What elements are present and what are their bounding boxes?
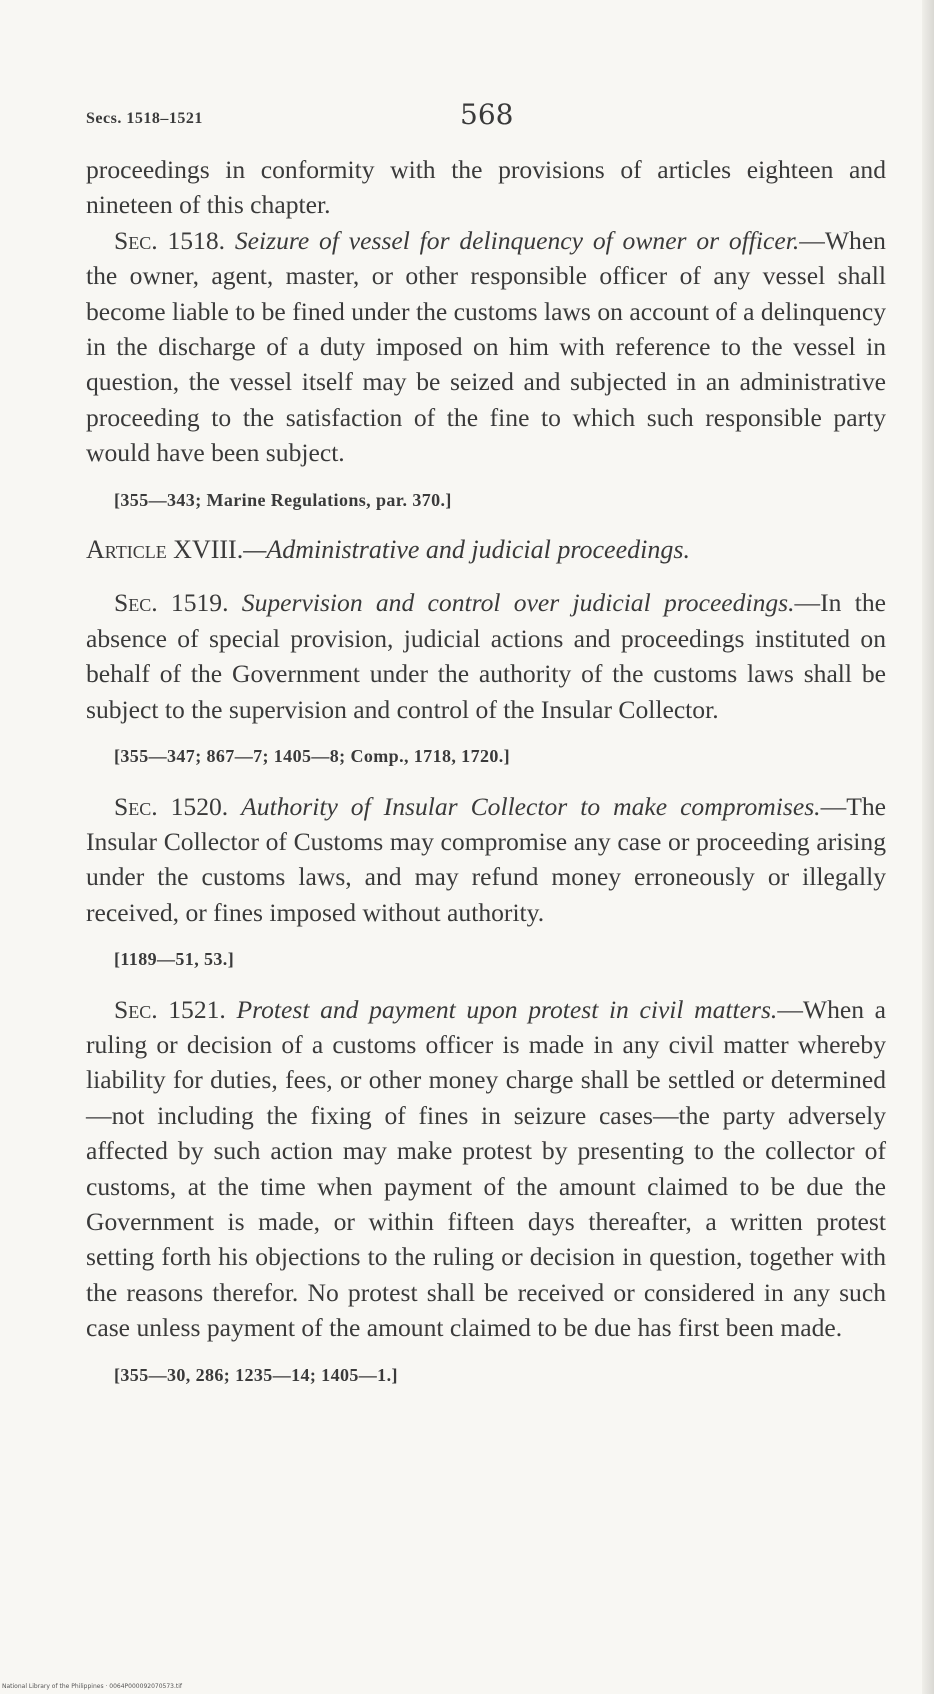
section-title: Seizure of vessel for delinquency of owner or officer. — [234, 225, 800, 255]
section-title: Supervision and control over judicial proceedings. — [241, 588, 795, 618]
citation-1518: [355—343; Marine Regulations, par. 370.] — [114, 489, 452, 510]
citation-1519: [355—347; 867—7; 1405—8; Comp., 1718, 1720.] — [114, 746, 511, 767]
article-label: Article XVIII. — [86, 535, 244, 565]
section-text: —When a ruling or decision of a customs officer is made in any civil matter whereby liability for duties, fees, or other money charge shall be settled or determined—not including the fixing of fines in seizure cases—the party adversely affected by such action may make protest by presenting to the collector of customs, at the time when payment of the amount claimed to be due the Government is made, or within fifteen days thereafter, a written protest setting forth his objections to the ruling or decision in question, together with the reasons therefor. No protest shall be received or considered in any such case unless payment of the amount claimed to be due has first been made. — [86, 994, 887, 1343]
citation-1520: [1189—51, 53.] — [114, 949, 235, 970]
page-number: 568 — [460, 98, 514, 131]
section-title: Authority of Insular Collector to make compromises. — [241, 791, 821, 821]
citation-1521: [355—30, 286; 1235—14; 1405—1.] — [114, 1364, 398, 1385]
article-title: —Administrative and judicial proceedings. — [243, 535, 690, 565]
section-1519 — [86, 585, 886, 727]
body-text — [86, 152, 886, 1407]
running-head — [86, 98, 886, 138]
section-label: Sec. 1519. — [114, 588, 229, 618]
section-1520 — [86, 789, 886, 931]
section-label: Sec. 1520. — [114, 791, 229, 821]
section-text: —The Insular Collector of Customs may compromise any case or proceeding arising under the customs laws, and may refund money erroneously or illegally received, or fines imposed without authority. — [86, 791, 886, 927]
section-title: Protest and payment upon protest in civil matters. — [236, 994, 778, 1024]
scan-source-note: National Library of the Philippines · 0064P000092070573.tif — [2, 1683, 183, 1690]
continuation-paragraph: proceedings in conformity with the provisions of articles eighteen and nineteen of this chapter. — [86, 155, 886, 220]
section-text: —When the owner, agent, master, or other responsible officer of any vessel shall become liable to be fined under the customs laws on account of a delinquency in the discharge of a duty imposed on him with reference to the vessel in question, the vessel itself may be seized and subjected in an administrative proceeding to the satisfaction of the fine to which such responsible party would have been subject. — [86, 225, 886, 468]
article-heading — [86, 532, 886, 567]
section-label: Sec. 1518. — [114, 225, 226, 255]
page-edge-shadow — [922, 0, 934, 1694]
section-1518 — [86, 223, 886, 471]
section-text: —In the absence of special provision, judicial actions and proceedings instituted on behalf of the Government under the authority of the customs laws shall be subject to the supervision and control of the Insular Collector. — [86, 588, 886, 724]
section-1521 — [86, 992, 886, 1346]
section-range: Secs. 1518–1521 — [86, 110, 203, 127]
section-label: Sec. 1521. — [114, 994, 226, 1024]
